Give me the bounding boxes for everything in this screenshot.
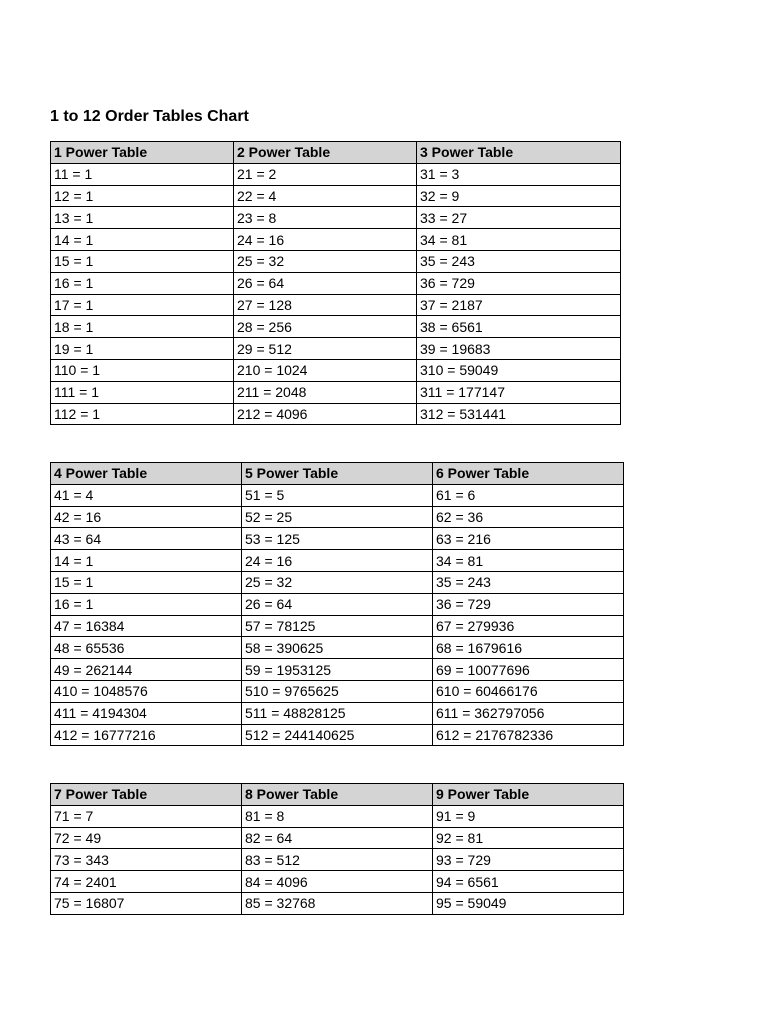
table-cell: 57 = 78125 <box>242 615 433 637</box>
table-row <box>51 528 624 550</box>
table-row <box>51 871 624 893</box>
table-row <box>51 163 621 185</box>
table-cell: 52 = 25 <box>242 506 433 528</box>
table-cell: 512 = 244140625 <box>242 724 433 746</box>
table-cell: 73 = 343 <box>51 849 242 871</box>
table-row <box>51 207 621 229</box>
column-header: 5 Power Table <box>242 463 433 485</box>
table-row <box>51 724 624 746</box>
table-row <box>51 484 624 506</box>
table-cell: 16 = 1 <box>51 272 234 294</box>
table-cell: 26 = 64 <box>242 593 433 615</box>
table-cell: 311 = 177147 <box>417 381 621 403</box>
column-header: 8 Power Table <box>242 784 433 806</box>
table-cell: 611 = 362797056 <box>433 702 624 724</box>
column-header: 4 Power Table <box>51 463 242 485</box>
table-cell: 74 = 2401 <box>51 871 242 893</box>
power-table-1-3 <box>50 141 621 425</box>
table-row <box>51 229 621 251</box>
table-row <box>51 250 621 272</box>
table-cell: 49 = 262144 <box>51 659 242 681</box>
table-cell: 312 = 531441 <box>417 403 621 425</box>
table-row <box>51 506 624 528</box>
table-cell: 41 = 4 <box>51 484 242 506</box>
table-cell: 610 = 60466176 <box>433 680 624 702</box>
table-cell: 71 = 7 <box>51 805 242 827</box>
table-cell: 36 = 729 <box>417 272 621 294</box>
table-cell: 511 = 48828125 <box>242 702 433 724</box>
table-cell: 63 = 216 <box>433 528 624 550</box>
table-cell: 35 = 243 <box>417 250 621 272</box>
table-cell: 43 = 64 <box>51 528 242 550</box>
table-cell: 33 = 27 <box>417 207 621 229</box>
table-cell: 95 = 59049 <box>433 892 624 914</box>
table-row <box>51 637 624 659</box>
table-cell: 411 = 4194304 <box>51 702 242 724</box>
table-cell: 31 = 3 <box>417 163 621 185</box>
table-cell: 11 = 1 <box>51 163 234 185</box>
table-row <box>51 805 624 827</box>
table-row <box>51 381 621 403</box>
table-cell: 14 = 1 <box>51 229 234 251</box>
table-header-row <box>51 142 621 164</box>
table-cell: 72 = 49 <box>51 827 242 849</box>
table-cell: 93 = 729 <box>433 849 624 871</box>
table-cell: 69 = 10077696 <box>433 659 624 681</box>
table-row <box>51 294 621 316</box>
table-cell: 58 = 390625 <box>242 637 433 659</box>
table-cell: 36 = 729 <box>433 593 624 615</box>
column-header: 7 Power Table <box>51 784 242 806</box>
table-cell: 34 = 81 <box>417 229 621 251</box>
column-header: 9 Power Table <box>433 784 624 806</box>
table-cell: 310 = 59049 <box>417 359 621 381</box>
table-cell: 21 = 2 <box>234 163 417 185</box>
table-cell: 112 = 1 <box>51 403 234 425</box>
table-row <box>51 272 621 294</box>
table-row <box>51 827 624 849</box>
table-cell: 61 = 6 <box>433 484 624 506</box>
table-row <box>51 702 624 724</box>
table-cell: 22 = 4 <box>234 185 417 207</box>
table-cell: 412 = 16777216 <box>51 724 242 746</box>
table-cell: 210 = 1024 <box>234 359 417 381</box>
table-cell: 19 = 1 <box>51 338 234 360</box>
column-header: 3 Power Table <box>417 142 621 164</box>
table-cell: 15 = 1 <box>51 250 234 272</box>
table-row <box>51 615 624 637</box>
table-row <box>51 550 624 572</box>
table-row <box>51 359 621 381</box>
table-cell: 212 = 4096 <box>234 403 417 425</box>
table-cell: 53 = 125 <box>242 528 433 550</box>
table-row <box>51 185 621 207</box>
table-cell: 26 = 64 <box>234 272 417 294</box>
table-cell: 24 = 16 <box>234 229 417 251</box>
table-cell: 34 = 81 <box>433 550 624 572</box>
table-row <box>51 403 621 425</box>
table-row <box>51 680 624 702</box>
table-cell: 13 = 1 <box>51 207 234 229</box>
table-cell: 83 = 512 <box>242 849 433 871</box>
table-cell: 32 = 9 <box>417 185 621 207</box>
table-row <box>51 316 621 338</box>
table-cell: 62 = 36 <box>433 506 624 528</box>
power-table-7-9 <box>50 783 624 915</box>
table-cell: 410 = 1048576 <box>51 680 242 702</box>
table-cell: 18 = 1 <box>51 316 234 338</box>
table-cell: 42 = 16 <box>51 506 242 528</box>
table-row <box>51 892 624 914</box>
table-header-row <box>51 784 624 806</box>
table-cell: 15 = 1 <box>51 571 242 593</box>
table-row <box>51 849 624 871</box>
table-cell: 211 = 2048 <box>234 381 417 403</box>
table-cell: 48 = 65536 <box>51 637 242 659</box>
table-header-row <box>51 463 624 485</box>
table-cell: 38 = 6561 <box>417 316 621 338</box>
table-cell: 67 = 279936 <box>433 615 624 637</box>
table-cell: 37 = 2187 <box>417 294 621 316</box>
table-cell: 28 = 256 <box>234 316 417 338</box>
column-header: 1 Power Table <box>51 142 234 164</box>
table-cell: 612 = 2176782336 <box>433 724 624 746</box>
table-cell: 35 = 243 <box>433 571 624 593</box>
table-cell: 68 = 1679616 <box>433 637 624 659</box>
table-cell: 27 = 128 <box>234 294 417 316</box>
table-row <box>51 571 624 593</box>
table-cell: 12 = 1 <box>51 185 234 207</box>
page-title: 1 to 12 Order Tables Chart <box>50 108 249 125</box>
table-cell: 110 = 1 <box>51 359 234 381</box>
table-cell: 25 = 32 <box>242 571 433 593</box>
power-table-4-6 <box>50 462 624 746</box>
table-cell: 14 = 1 <box>51 550 242 572</box>
table-cell: 59 = 1953125 <box>242 659 433 681</box>
column-header: 6 Power Table <box>433 463 624 485</box>
table-cell: 82 = 64 <box>242 827 433 849</box>
table-cell: 111 = 1 <box>51 381 234 403</box>
table-cell: 51 = 5 <box>242 484 433 506</box>
table-cell: 84 = 4096 <box>242 871 433 893</box>
table-cell: 17 = 1 <box>51 294 234 316</box>
table-cell: 94 = 6561 <box>433 871 624 893</box>
table-cell: 24 = 16 <box>242 550 433 572</box>
table-cell: 92 = 81 <box>433 827 624 849</box>
table-cell: 39 = 19683 <box>417 338 621 360</box>
table-cell: 81 = 8 <box>242 805 433 827</box>
table-cell: 25 = 32 <box>234 250 417 272</box>
table-cell: 29 = 512 <box>234 338 417 360</box>
table-cell: 16 = 1 <box>51 593 242 615</box>
column-header: 2 Power Table <box>234 142 417 164</box>
table-cell: 75 = 16807 <box>51 892 242 914</box>
table-row <box>51 593 624 615</box>
table-row <box>51 659 624 681</box>
table-cell: 47 = 16384 <box>51 615 242 637</box>
table-row <box>51 338 621 360</box>
table-cell: 23 = 8 <box>234 207 417 229</box>
table-cell: 510 = 9765625 <box>242 680 433 702</box>
table-cell: 91 = 9 <box>433 805 624 827</box>
table-cell: 85 = 32768 <box>242 892 433 914</box>
